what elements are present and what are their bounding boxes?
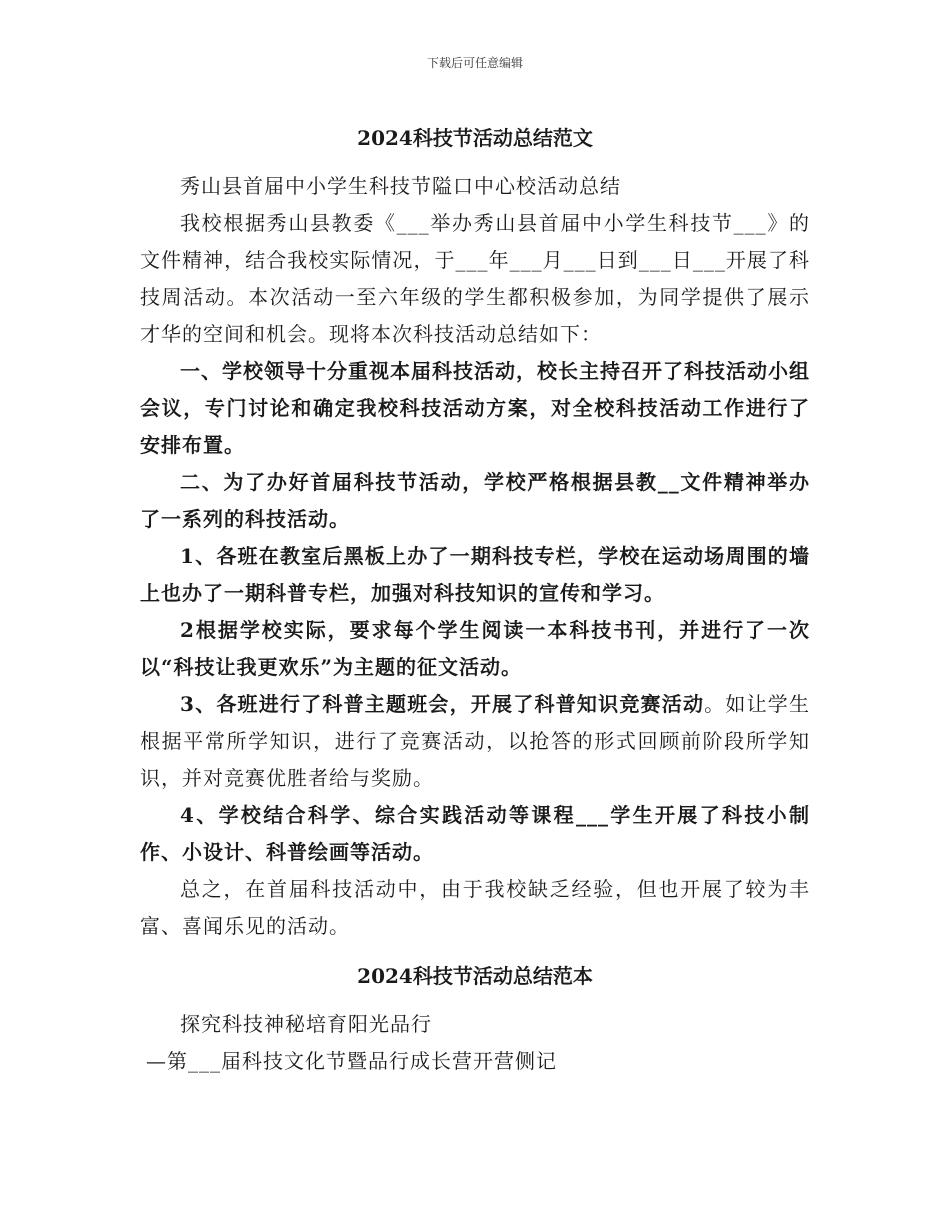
document-title-2: 2024科技节活动总结范本	[357, 964, 593, 988]
item-3-rest-text: 。如让学生根据平常所学知识，进行了竞赛活动，以抢答的形式回顾前阶段所学知识，并对竞赛优胜者给与奖励。	[140, 692, 810, 790]
paragraph-subtitle-2: 探究科技神秘培育阳光品行	[180, 1012, 432, 1036]
page-header: 下载后可任意编辑	[426, 56, 523, 70]
paragraph-section-one: 一、学校领导十分重视本届科技活动，校长主持召开了科技活动小组会议，专门讨论和确定我校科技活动方案，对全校科技活动工作进行了安排布置。	[140, 359, 810, 457]
paragraph-section-two: 二、为了办好首届科技节活动，学校严格根据县教__文件精神举办了一系列的科技活动。	[140, 470, 810, 531]
paragraph-subtitle-3: —第___届科技文化节暨品行成长营开营侧记	[146, 1049, 557, 1073]
paragraph-subtitle: 秀山县首届中小学生科技节隘口中心校活动总结	[180, 174, 621, 198]
paragraph-item-1: 1、各班在教室后黑板上办了一期科技专栏，学校在运动场周围的墙上也办了一期科普专栏，加强对科技知识的宣传和学习。	[140, 544, 810, 605]
paragraph-item-3	[140, 686, 810, 797]
paragraph-item-2: 2根据学校实际，要求每个学生阅读一本科技书刊，并进行了一次以“科技让我更欢乐”为主题的征文活动。	[140, 618, 810, 679]
document-title: 2024科技节活动总结范文	[357, 126, 593, 150]
paragraph-summary: 总之，在首届科技活动中，由于我校缺乏经验，但也开展了较为丰富、喜闻乐见的活动。	[140, 877, 810, 938]
paragraph-item-4: 4、学校结合科学、综合实践活动等课程___学生开展了科技小制作、小设计、科普绘画等活动。	[140, 803, 810, 864]
paragraph-intro: 我校根据秀山县教委《___举办秀山县首届中小学生科技节___》的文件精神，结合我校实际情况，于___年___月___日到___日___开展了科技周活动。本次活动一至六年级的学生都积极参加，为同学提供了展示才华的空间和机会。现将本次科技活动总结如下：	[140, 211, 810, 346]
item-3-bold-text: 3、各班进行了科普主题班会，开展了科普知识竞赛活动	[180, 692, 705, 716]
